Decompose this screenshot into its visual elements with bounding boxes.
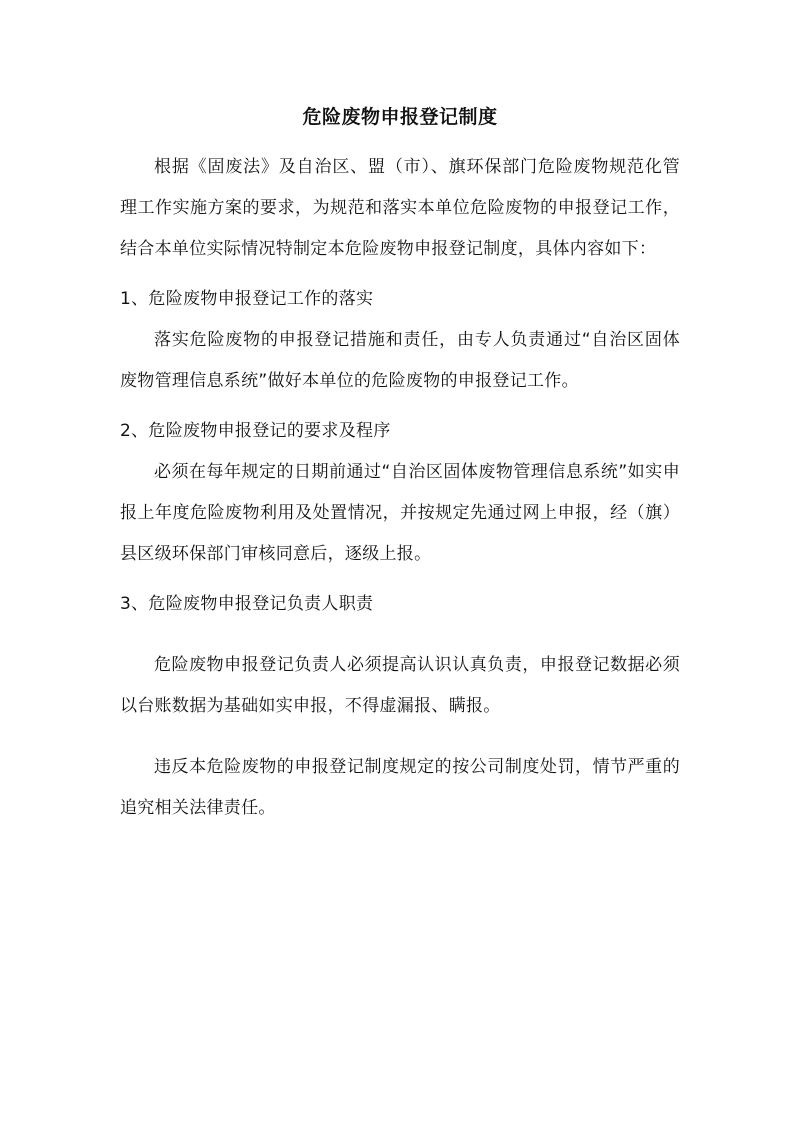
section-2-heading: 2、危险废物申报登记的要求及程序 xyxy=(120,421,391,441)
section-2-body: 必须在每年规定的日期前通过“自治区固体废物管理信息系统”如实申报上年度危险废物利用及处置情况，并按规定先通过网上申报，经（旗）县区级环保部门审核同意后，逐级上报。 xyxy=(120,462,680,564)
page-title: 危险废物申报登记制度 xyxy=(302,106,498,128)
section-3-heading: 3、危险废物申报登记负责人职责 xyxy=(120,594,374,614)
section-1-heading: 1、危险废物申报登记工作的落实 xyxy=(120,289,374,309)
section-1-body: 落实危险废物的申报登记措施和责任，由专人负责通过“自治区固体废物管理信息系统”做好本单位的危险废物的申报登记工作。 xyxy=(120,330,680,391)
section-3-body: 危险废物申报登记负责人必须提高认识认真负责，申报登记数据必须以台账数据为基础如实申报，不得虚漏报、瞒报。 xyxy=(120,655,680,716)
document-content xyxy=(120,100,680,829)
closing-paragraph: 违反本危险废物的申报登记制度规定的按公司制度处罚，情节严重的追究相关法律责任。 xyxy=(120,757,680,818)
intro-paragraph: 根据《固废法》及自治区、盟（市）、旗环保部门危险废物规范化管理工作实施方案的要求，为规范和落实本单位危险废物的申报登记工作，结合本单位实际情况特制定本危险废物申报登记制度，具体内容如下： xyxy=(120,157,680,259)
